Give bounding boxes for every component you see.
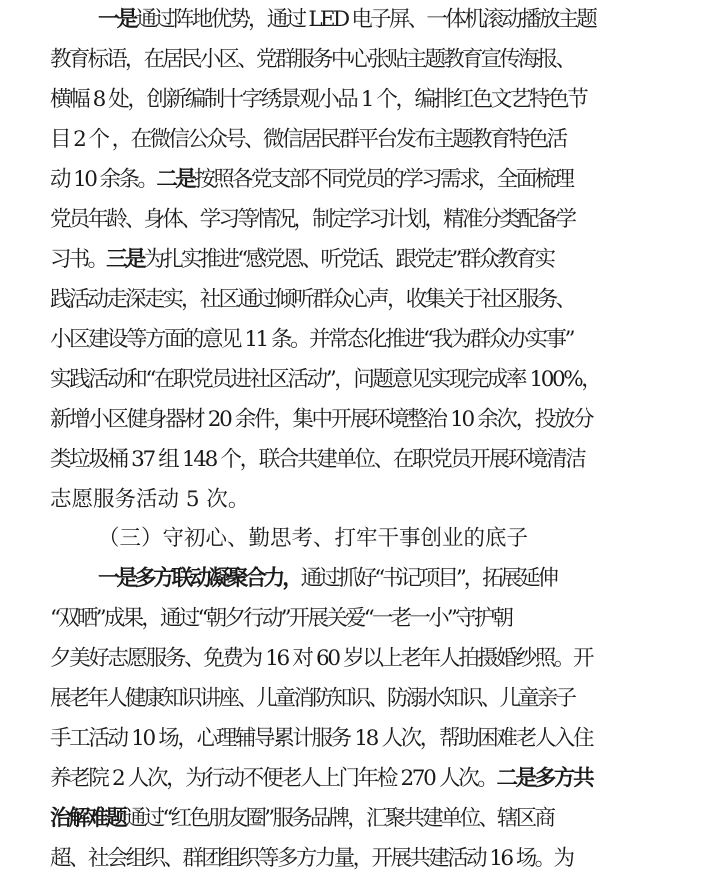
body-text: （三）守初心、勤思考、打牢干事创业的底子 [98, 526, 529, 551]
body-text: “双晒”成果，通过“朝夕行动”开展关爱“一老一小”守护朝 [50, 606, 512, 631]
body-text: 按照各党支部不同党员的学习需求，全面梳理 [194, 167, 573, 192]
body-text: 教育标语，在居民小区、党群服务中心张贴主题教育宣传海报、 [50, 47, 575, 72]
body-text: 通过“红色朋友圈”服务品牌，汇聚共建单位、辖区商 [124, 806, 554, 831]
bold-text: 一是多方联动凝聚合力， [98, 566, 301, 591]
body-text: 小区建设等方面的意见 11 条。并常态化推进“我为群众办实事” [50, 327, 574, 352]
text-line [50, 639, 711, 679]
text-line [50, 599, 711, 639]
text-line [98, 519, 711, 559]
body-text: 类垃圾桶 37 组 148 个，联合共建单位、在职党员开展环境清洁 [50, 447, 585, 472]
bold-text: 二是多方共 [496, 766, 593, 791]
body-text: 践活动走深走实，社区通过倾听群众心声，收集关于社区服务、 [50, 287, 575, 312]
text-line [50, 679, 711, 719]
text-line [50, 400, 711, 440]
body-text: 横幅 8 处，创新编制十字绣景观小品 1 个，编排红色文艺特色节 [50, 87, 587, 112]
body-text: 养老院 2 人次，为行动不便老人上门年检 270 人次。 [50, 766, 497, 791]
text-line [50, 120, 711, 160]
body-text: 超、社会组织、群团组织等多方力量，开展共建活动 16 场。为 [50, 846, 573, 871]
body-text: 为扎实推进“感党恩、听党话、跟党走”群众教育实 [143, 247, 554, 272]
body-text: 新增小区健身器材 20 余件，集中开展环境整治 10 余次，投放分 [50, 407, 593, 432]
text-line [50, 759, 711, 799]
body-text: 党员年龄、身体、学习等情况，制定学习计划，精准分类配备学 [50, 207, 575, 232]
text-line [50, 480, 711, 520]
text-line [50, 799, 711, 839]
body-text: 通过阵地优势，通过 LED 电子屏、一体机滚动播放主题 [135, 7, 596, 32]
text-line [50, 719, 711, 759]
bold-text: 治解难题 [50, 806, 125, 831]
text-line [50, 839, 711, 879]
body-text: 志愿服务活动 5 次。 [50, 487, 250, 512]
text-line [50, 160, 711, 200]
body-text: 目 2 个 ，在微信公众号、微信居民群平台发布主题教育特色活 [50, 127, 566, 152]
body-text: 夕美好志愿服务、免费为 16 对 60 岁以上老年人拍摄婚纱照。开 [50, 646, 593, 671]
text-line [50, 320, 711, 360]
body-text: 通过抓好“书记项目”，拓展延伸 [300, 566, 556, 591]
text-line [50, 280, 711, 320]
bold-text: 一是 [98, 7, 136, 32]
text-line [50, 240, 711, 280]
body-text: 动 10 余条。 [50, 167, 157, 192]
bold-text: 三是 [106, 247, 144, 272]
bold-text: 二是 [156, 167, 195, 192]
text-line [98, 0, 711, 40]
text-line [50, 40, 711, 80]
body-text: 手工活动 10 场，心理辅导累计服务 18 人次，帮助困难老人入住 [50, 726, 593, 751]
body-text: 实践活动和“在职党员进社区活动”，问题意见实现完成率 100%， [50, 367, 601, 392]
text-line [50, 360, 711, 400]
body-text: 展老年人健康知识讲座、儿童消防知识、防溺水知识、儿童亲子 [50, 686, 575, 711]
text-line [50, 440, 711, 480]
text-line [50, 80, 711, 120]
text-line [98, 559, 711, 599]
text-line [50, 200, 711, 240]
body-text: 习书。 [50, 247, 107, 272]
